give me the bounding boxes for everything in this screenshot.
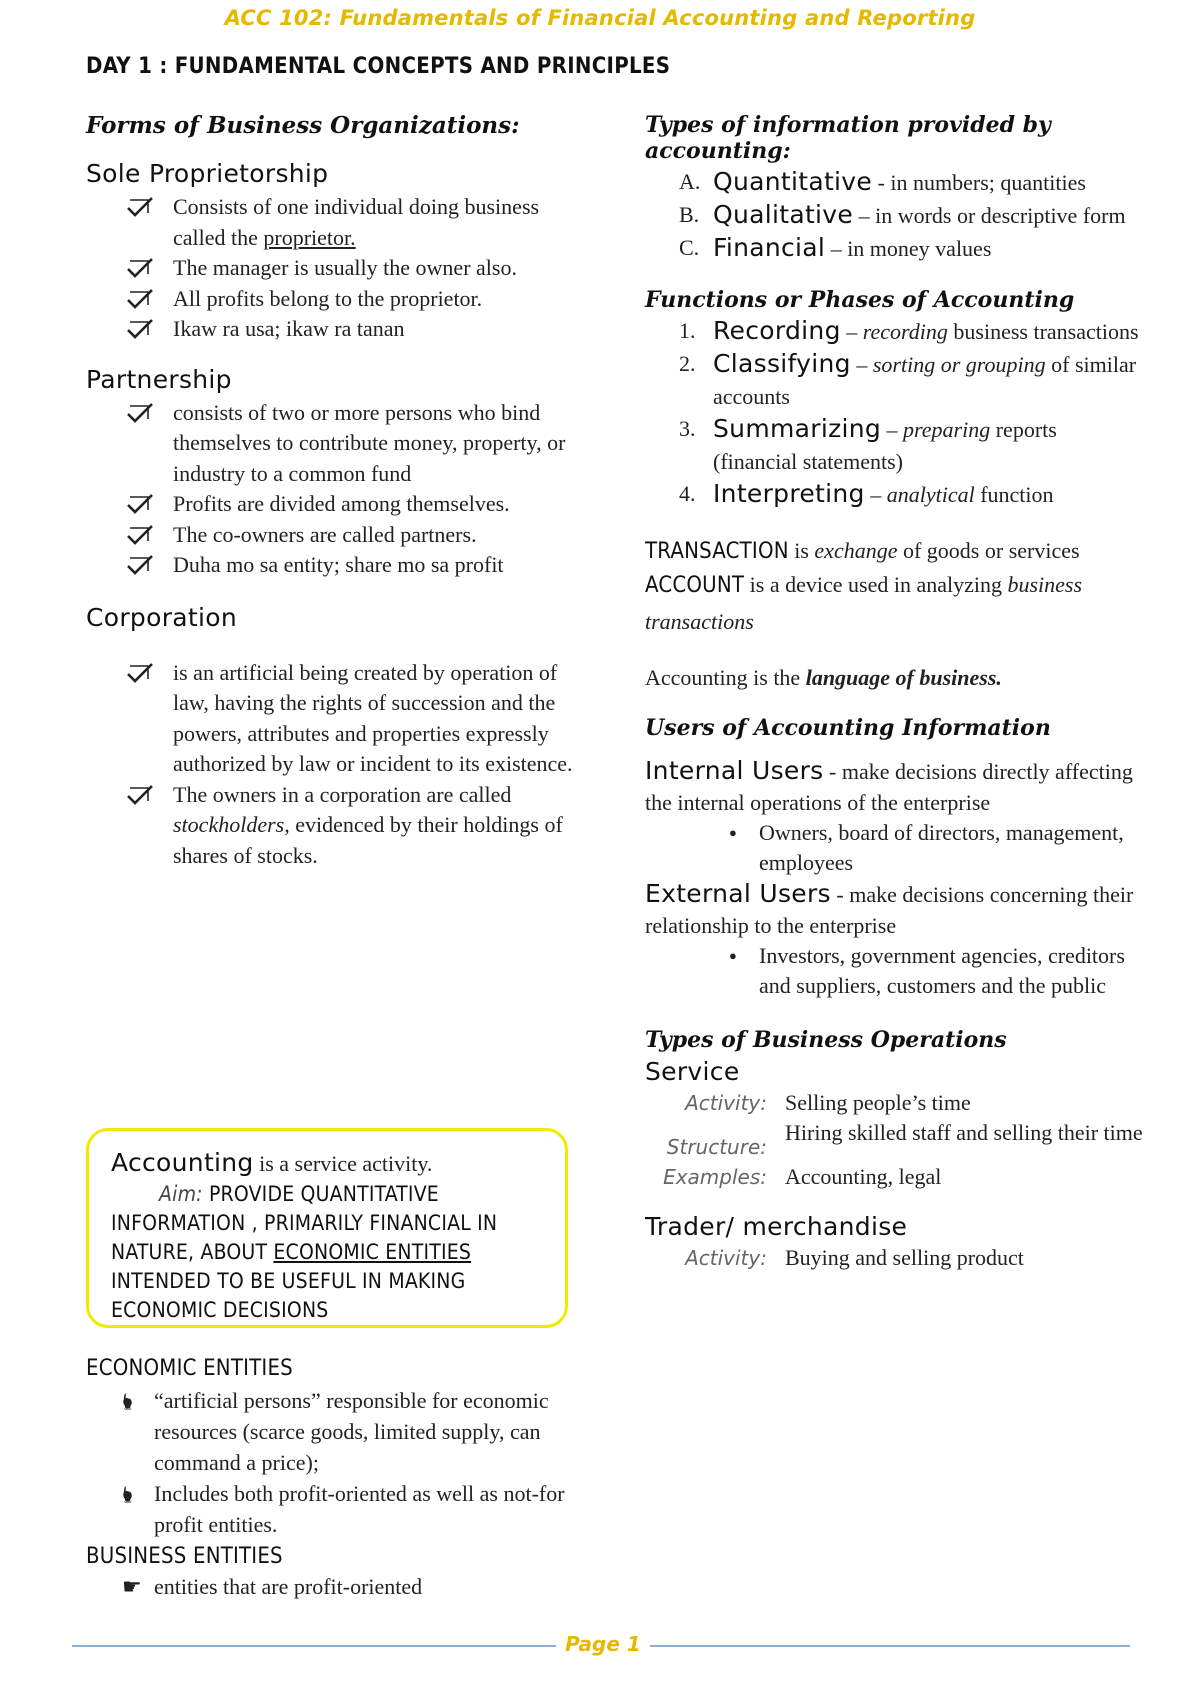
list-item-text: , evidenced by their holdings of shares of stocks. [173,812,563,868]
stockholders-term: stockholders [173,812,285,837]
op-label: Structure: [666,1135,767,1159]
list-item-text: Includes both profit-oriented as well as not-for profit entities. [154,1481,565,1537]
list-item-text: - in numbers; quantities [872,170,1086,195]
list-item [126,658,586,780]
day-title: DAY 1 : FUNDAMENTAL CONCEPTS AND PRINCIPLES [86,54,671,79]
partnership-list [86,398,586,581]
account-term: ACCOUNT [645,573,745,598]
list-item [126,253,586,284]
op-value: Accounting, legal [785,1164,942,1189]
checkmark-icon [126,401,154,425]
list-item-separator: – [850,352,873,377]
op-value: Selling people’s time [785,1090,971,1115]
language-of-business [645,662,1145,693]
sole-proprietorship-heading: Sole Proprietorship [86,159,329,188]
types-of-information-list [645,166,1145,265]
service-heading: Service [645,1057,740,1086]
types-of-information-heading: Types of information provided by accounting: [645,112,1051,164]
aim-text-end: INTENDED TO BE USEFUL IN MAKING ECONOMIC DECISIONS [111,1269,466,1322]
language-text: Accounting is the [645,665,806,690]
list-item-text: Consists of one individual doing business called the [173,194,540,250]
checkmark-icon [126,492,154,516]
list-item-term: Quantitative [713,167,873,196]
table-row [645,1243,1145,1273]
checkmark-icon [126,287,154,311]
list-item [679,315,1145,348]
list-marker: 1. [679,318,696,343]
list-item-text: business transactions [947,319,1139,344]
list-item-text: – in words or descriptive form [853,203,1126,228]
checkmark-icon [126,195,154,219]
list-item-italic: recording [862,319,948,344]
external-users-definition [645,878,1145,941]
list-item [679,348,1145,413]
external-users-list [645,941,1145,1001]
internal-users-list [645,818,1145,878]
list-item-term: Qualitative [713,200,854,229]
table-row [645,1088,1145,1118]
accounting-aim [111,1180,543,1325]
list-item-text: reports (financial statements) [713,417,1057,474]
economic-entities-term: ECONOMIC ENTITIES [273,1240,472,1264]
list-item-separator: – [864,482,887,507]
list-item-term: Interpreting [713,479,865,508]
sole-proprietorship-list [86,192,586,345]
economic-entities-list [86,1385,586,1540]
economic-entities-heading: ECONOMIC ENTITIES [86,1356,293,1381]
op-value: Buying and selling product [785,1245,1024,1270]
list-item-text: consists of two or more persons who bind themselves to contribute money, property, or industry to a common fund [173,399,566,486]
table-row [645,1118,1145,1162]
document-header-title: ACC 102: Fundamentals of Financial Accounting and Reporting [224,6,976,30]
list-item-text: The owners in a corporation are called [173,781,512,807]
list-item: ● Owners, board of directors, management, employees [723,818,1145,878]
accounting-definition [111,1147,543,1180]
internal-users-definition [645,755,1145,818]
list-item [122,1571,586,1602]
list-item-text: – in money values [825,236,992,261]
right-column [645,112,1145,1273]
list-item [126,284,586,315]
list-item [126,520,586,551]
aim-label: Aim: [159,1182,203,1206]
users-heading: Users of Accounting Information [645,715,1051,741]
list-item [126,550,586,581]
list-item-text: The manager is usually the owner also. [173,255,517,280]
language-of-business-term: language of business. [805,665,1002,690]
proprietor-term: proprietor. [263,224,356,250]
transaction-term: TRANSACTION [645,539,789,564]
business-transactions-term: business transactions [645,572,1083,634]
op-label: Examples: [663,1165,767,1189]
transaction-text-end: of goods or services [897,538,1080,563]
list-item-text: The co-owners are called partners. [173,521,477,547]
list-item [126,780,586,872]
list-item-term: Recording [713,316,841,345]
list-item: ● Investors, government agencies, creditors and suppliers, customers and the public [723,941,1145,1001]
list-item-text: entities that are profit-oriented [154,1574,423,1599]
external-users-term: External Users [645,879,831,908]
list-item-text: is an artificial being created by operation of law, having the rights of succession and the powers, attributes and properties expressly authorized by law or incident to its existence. [173,659,573,776]
footer-divider-right [650,1645,1130,1647]
op-value: Hiring skilled staff and selling their time [785,1120,1143,1145]
checkmark-icon [126,661,154,685]
list-item-text: of similar accounts [713,352,1137,409]
entities-section [86,1356,586,1602]
checkmark-icon [126,523,154,547]
list-item-text: Duha mo sa entity; share mo sa profit [173,552,504,577]
aim-text: PROVIDE QUANTITATIVE INFORMATION , PRIMARILY FINANCIAL IN NATURE, ABOUT [111,1182,498,1264]
list-marker: 4. [679,481,696,506]
accounting-definition-box [86,1128,568,1328]
account-text: is a device used in analyzing [744,572,1008,597]
list-item-italic: preparing [903,417,991,442]
pointing-finger-icon: ☛ [122,1574,142,1599]
list-item-italic: analytical [886,482,975,507]
list-item [122,1385,586,1478]
business-entities-heading: BUSINESS ENTITIES [86,1544,283,1569]
transaction-text: is [788,538,815,563]
functions-list [645,315,1145,511]
forms-heading: Forms of Business Organizations: [86,112,520,139]
business-entities-list [86,1571,586,1602]
accounting-term: Accounting [111,1148,254,1177]
list-item-separator: – [881,417,904,442]
list-item-separator: – [840,319,863,344]
checkmark-icon [126,317,154,341]
list-marker: A. [679,169,701,194]
partnership-heading: Partnership [86,364,232,394]
list-item [679,232,1145,265]
transaction-definition [645,535,1145,567]
footer-divider-left [72,1645,556,1647]
internal-users-text: - make decisions directly affecting the internal operations of the enterprise [645,759,1133,815]
page-number: Page 1 [565,1632,641,1656]
list-marker: C. [679,235,700,260]
list-item-term: Summarizing [713,414,882,443]
left-column [86,112,586,871]
hand-pointer-icon: 🖢 [122,1481,134,1506]
list-marker: 3. [679,416,696,441]
corporation-heading: Corporation [86,602,237,632]
op-label: Activity: [685,1091,767,1115]
exchange-term: exchange [814,538,898,563]
table-row [645,1162,1145,1192]
list-item [679,166,1145,199]
checkmark-icon [126,256,154,280]
list-item-text: All profits belong to the proprietor. [173,285,483,311]
hand-pointer-icon: 🖢 [122,1388,134,1413]
op-label: Activity: [685,1246,767,1270]
list-item-text: Ikaw ra usa; ikaw ra tanan [173,316,405,341]
list-item [679,199,1145,232]
functions-heading: Functions or Phases of Accounting [645,287,1075,313]
list-item-text: function [974,482,1054,507]
list-item [126,314,586,345]
list-item [126,192,586,253]
external-users-text: - make decisions concerning their relationship to the enterprise [645,882,1134,938]
list-item [126,489,586,520]
list-item [126,398,586,490]
list-item-text: Profits are divided among themselves. [173,491,510,516]
list-item [679,478,1145,511]
list-item-term: Classifying [713,349,851,378]
checkmark-icon [126,553,154,577]
internal-users-term: Internal Users [645,756,824,785]
list-item [122,1478,586,1540]
list-item-text: “artificial persons” responsible for economic resources (scarce goods, limited supply, can command a price); [154,1388,549,1475]
list-item-term: Financial [713,233,826,262]
corporation-list [86,658,586,872]
trader-heading: Trader/ merchandise [645,1212,908,1241]
accounting-definition-text: is a service activity. [253,1151,433,1176]
account-definition [645,567,1145,640]
list-item-italic: sorting or grouping [872,352,1046,377]
list-marker: B. [679,202,700,227]
list-marker: 2. [679,351,696,376]
list-item [679,413,1145,478]
business-operations-heading: Types of Business Operations [645,1027,1007,1053]
checkmark-icon [126,783,154,807]
